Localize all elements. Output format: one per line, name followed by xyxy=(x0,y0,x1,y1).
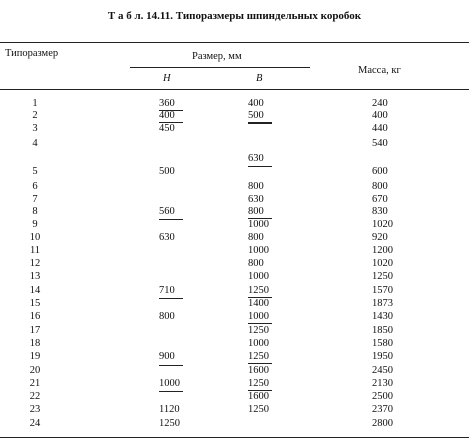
cell-mass: 2450 xyxy=(372,365,393,376)
row-number: 17 xyxy=(29,325,41,336)
header-top-rule xyxy=(0,42,469,43)
row-number: 3 xyxy=(32,123,38,134)
row-number: 15 xyxy=(29,298,41,309)
row-number: 20 xyxy=(29,365,41,376)
cell-b: 1600 xyxy=(248,365,269,376)
dims-underline xyxy=(130,67,310,68)
row-number: 1 xyxy=(32,98,38,109)
row-number: 7 xyxy=(32,194,38,205)
cell-b xyxy=(248,166,272,167)
cell-b: 630 xyxy=(248,194,264,205)
cell-b: 1600 xyxy=(248,391,269,402)
cell-mass: 240 xyxy=(372,98,388,109)
cell-mass: 1430 xyxy=(372,311,393,322)
cell-h: 710 xyxy=(159,285,175,296)
row-number: 5 xyxy=(32,166,38,177)
cell-b: 1000 xyxy=(248,245,269,256)
cell-b: 1250 xyxy=(248,351,272,364)
row-number: 16 xyxy=(29,311,41,322)
cell-mass: 1250 xyxy=(372,271,393,282)
mass-header: Масса, кг xyxy=(358,65,401,76)
cell-h: 630 xyxy=(159,232,175,243)
cell-mass: 440 xyxy=(372,123,388,134)
cell-mass: 2500 xyxy=(372,391,393,402)
row-number: 18 xyxy=(29,338,41,349)
cell-h: 560 xyxy=(159,206,175,217)
cell-h: 400 xyxy=(159,110,183,123)
row-number: 2 xyxy=(32,110,38,121)
cell-h: 1000 xyxy=(159,378,180,389)
cell-b: 1250 xyxy=(248,285,272,298)
row-number: 8 xyxy=(32,206,38,217)
cell-b: 1000 xyxy=(248,271,269,282)
cell-b: 1250 xyxy=(248,404,269,415)
row-number: 10 xyxy=(29,232,41,243)
table-title: Т а б л. 14.11. Типоразмеры шпиндельных коробок xyxy=(107,10,362,22)
cell-b: 1400 xyxy=(248,298,269,309)
cell-h: 800 xyxy=(159,311,175,322)
cell-mass: 1950 xyxy=(372,351,393,362)
cell-h: 450 xyxy=(159,123,175,134)
cell-h: 500 xyxy=(159,166,175,177)
cell-h xyxy=(159,365,183,366)
cell-mass: 1873 xyxy=(372,298,393,309)
row-number: 9 xyxy=(32,219,38,230)
cell-mass: 1850 xyxy=(372,325,393,336)
row-number: 14 xyxy=(29,285,41,296)
cell-b: 1250 xyxy=(248,325,269,336)
cell-b: 800 xyxy=(248,232,264,243)
cell-b: 1000 xyxy=(248,219,269,230)
row-number: 19 xyxy=(29,351,41,362)
cell-b: 1250 xyxy=(248,378,272,391)
cell-b: 400 xyxy=(248,98,264,109)
cell-mass: 1200 xyxy=(372,245,393,256)
cell-mass: 540 xyxy=(372,138,388,149)
row-number: 12 xyxy=(29,258,41,269)
row-number: 21 xyxy=(29,378,41,389)
row-number: 6 xyxy=(32,181,38,192)
b-header: В xyxy=(256,73,263,84)
cell-b: 1000 xyxy=(248,311,272,324)
cell-mass: 400 xyxy=(372,110,388,121)
row-number: 24 xyxy=(29,418,41,429)
cell-b: 1000 xyxy=(248,338,269,349)
cell-mass: 1570 xyxy=(372,285,393,296)
cell-mass: 1580 xyxy=(372,338,393,349)
cell-mass: 800 xyxy=(372,181,388,192)
size-header: Типоразмер xyxy=(5,48,59,59)
cell-mass: 920 xyxy=(372,232,388,243)
cell-mass: 830 xyxy=(372,206,388,217)
cell-b: 630 xyxy=(248,153,264,164)
cell-mass: 1020 xyxy=(372,258,393,269)
dims-header: Размер, мм xyxy=(192,51,242,62)
cell-b: 800 xyxy=(248,206,272,219)
cell-h: 900 xyxy=(159,351,175,362)
cell-mass: 670 xyxy=(372,194,388,205)
cell-b: 500 xyxy=(248,110,272,123)
cell-h: 1120 xyxy=(159,404,180,415)
row-number: 4 xyxy=(32,138,38,149)
cell-h: 1250 xyxy=(159,418,180,429)
cell-h: 360 xyxy=(159,98,183,111)
table-bottom-rule xyxy=(0,437,469,438)
cell-mass: 2800 xyxy=(372,418,393,429)
h-header: Н xyxy=(163,73,171,84)
cell-h xyxy=(159,298,183,299)
cell-mass: 600 xyxy=(372,166,388,177)
header-bottom-rule xyxy=(0,89,469,90)
row-number: 23 xyxy=(29,404,41,415)
cell-mass: 2370 xyxy=(372,404,393,415)
cell-mass: 2130 xyxy=(372,378,393,389)
cell-b: 800 xyxy=(248,181,264,192)
cell-h xyxy=(159,219,183,220)
row-number: 13 xyxy=(29,271,41,282)
cell-mass: 1020 xyxy=(372,219,393,230)
row-number: 22 xyxy=(29,391,41,402)
cell-b xyxy=(248,123,272,124)
cell-b: 800 xyxy=(248,258,264,269)
row-number: 11 xyxy=(29,245,41,256)
cell-h xyxy=(159,391,183,392)
